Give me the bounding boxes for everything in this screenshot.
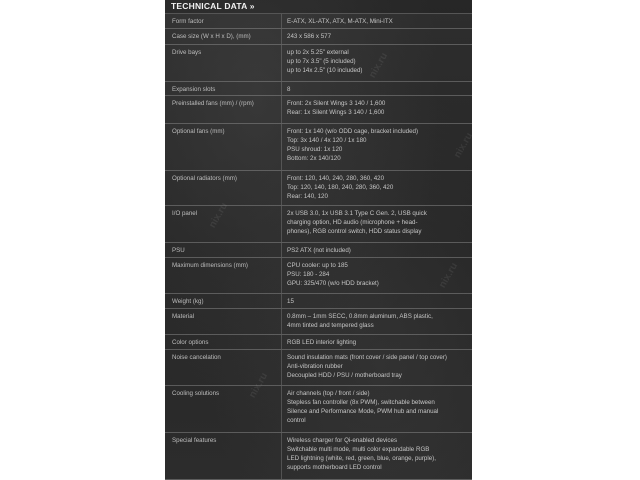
- spec-value-line: up to 2x 5.25" external: [287, 49, 349, 56]
- spec-label: I/O panel: [172, 210, 198, 217]
- spec-value-line: Front: 1x 140 (w/o ODD cage, bracket included): [287, 128, 419, 135]
- column-divider: [281, 96, 282, 123]
- column-divider: [281, 335, 282, 349]
- column-divider: [281, 14, 282, 28]
- column-divider: [281, 309, 282, 334]
- table-row: [165, 96, 472, 124]
- table-row: [165, 335, 472, 350]
- table-row: [165, 309, 472, 335]
- spec-label: Cooling solutions: [172, 390, 220, 397]
- spec-label: Weight (kg): [172, 298, 204, 305]
- spec-value-line: 8: [287, 86, 291, 93]
- spec-value-line: Top: 3x 140 / 4x 120 / 1x 180: [287, 137, 367, 144]
- spec-label: Form factor: [172, 18, 204, 25]
- table-row: [165, 171, 472, 206]
- spec-label: Material: [172, 313, 195, 320]
- column-divider: [281, 258, 282, 293]
- spec-value-line: Switchable multi mode, multi color expandable RGB: [287, 446, 430, 453]
- spec-value-line: Wireless charger for Qi-enabled devices: [287, 437, 398, 444]
- column-divider: [281, 82, 282, 95]
- spec-value: [287, 338, 469, 347]
- spec-value: [287, 260, 469, 291]
- spec-value: [287, 297, 469, 306]
- spec-value-line: 243 x 586 x 577: [287, 33, 332, 40]
- spec-value-line: 0.8mm – 1mm SECC, 0.8mm aluminum, ABS plastic,: [287, 313, 433, 320]
- spec-value: [287, 32, 469, 41]
- spec-value: [287, 174, 469, 201]
- spec-value-line: Air channels (top / front / side): [287, 390, 370, 397]
- column-divider: [281, 386, 282, 432]
- table-row: [165, 386, 472, 433]
- spec-value: [287, 48, 469, 75]
- spec-value-line: 15: [287, 298, 294, 305]
- spec-value-line: PSU shroud: 1x 120: [287, 146, 343, 153]
- spec-value-line: Stepless fan controller (8x PWM), switchable between: [287, 399, 435, 406]
- spec-value: [287, 85, 469, 94]
- spec-value-line: Front: 2x Silent Wings 3 140 / 1,600: [287, 100, 386, 107]
- column-divider: [281, 294, 282, 308]
- spec-value-line: Sound insulation mats (front cover / side panel / top cover): [287, 354, 447, 361]
- table-row: [165, 14, 472, 29]
- table-row: [165, 82, 472, 96]
- section-heading: TECHNICAL DATA »: [165, 0, 472, 14]
- column-divider: [281, 350, 282, 385]
- column-divider: [281, 45, 282, 81]
- spec-value-line: charging option, HD audio (microphone + head-: [287, 219, 418, 226]
- table-row: [165, 29, 472, 45]
- spec-value-line: phones), RGB control switch, HDD status display: [287, 228, 422, 235]
- table-row: [165, 45, 472, 82]
- spec-label: Drive bays: [172, 49, 202, 56]
- spec-label: Special features: [172, 437, 217, 444]
- watermark-text: nix.ru: [437, 260, 461, 291]
- column-divider: [281, 433, 282, 479]
- spec-value-line: up to 14x 2.5" (10 included): [287, 67, 363, 74]
- spec-value-line: RGB LED interior lighting: [287, 339, 357, 346]
- spec-value-line: Front: 120, 140, 240, 280, 360, 420: [287, 175, 385, 182]
- spec-value: [287, 209, 469, 236]
- spec-value-line: Silence and Performance Mode, PWM hub and manual: [287, 408, 439, 415]
- table-row: [165, 243, 472, 258]
- spec-label: Noise cancelation: [172, 354, 221, 361]
- spec-sheet: [165, 0, 476, 480]
- table-row: [165, 433, 472, 480]
- spec-value-line: LED lightning (white, red, green, blue, orange, purple),: [287, 455, 436, 462]
- watermark-text: nix.ru: [452, 130, 476, 161]
- column-divider: [281, 29, 282, 44]
- spec-value-line: PS2 ATX (not included): [287, 247, 351, 254]
- spec-value: [287, 436, 469, 472]
- table-row: [165, 294, 472, 309]
- spec-value-line: Bottom: 2x 140/120: [287, 155, 341, 162]
- column-divider: [281, 206, 282, 242]
- spec-value: [287, 353, 469, 380]
- spec-value-line: CPU cooler: up to 185: [287, 262, 348, 269]
- spec-value-line: supports motherboard LED control: [287, 464, 382, 471]
- spec-label: Preinstalled fans (mm) / (rpm): [172, 100, 254, 107]
- spec-label: Maximum dimensions (mm): [172, 262, 248, 269]
- spec-value-line: control: [287, 417, 306, 424]
- watermark-text: nix.ru: [367, 50, 391, 81]
- table-row: [165, 350, 472, 386]
- table-row: [165, 124, 472, 171]
- spec-value-line: Rear: 1x Silent Wings 3 140 / 1,600: [287, 109, 385, 116]
- spec-label: PSU: [172, 247, 185, 254]
- spec-label: Case size (W x H x D), (mm): [172, 33, 251, 40]
- spec-label: Optional radiators (mm): [172, 175, 237, 182]
- watermark-text: nix.ru: [207, 200, 231, 231]
- column-divider: [281, 243, 282, 257]
- spec-value: [287, 127, 469, 163]
- spec-label: Optional fans (mm): [172, 128, 225, 135]
- spec-value-line: PSU: 180 - 284: [287, 271, 330, 278]
- spec-value-line: 2x USB 3.0, 1x USB 3.1 Type C Gen. 2, USB quick: [287, 210, 427, 217]
- spec-value: [287, 17, 469, 26]
- spec-value-line: GPU: 325/470 (w/o HDD bracket): [287, 280, 379, 287]
- watermark-text: nix.ru: [247, 370, 271, 401]
- spec-value: [287, 99, 469, 117]
- spec-label: Expansion slots: [172, 86, 216, 93]
- spec-label: Color options: [172, 339, 209, 346]
- spec-value-line: Decoupled HDD / PSU / motherboard tray: [287, 372, 402, 379]
- spec-value-line: Anti-vibration rubber: [287, 363, 343, 370]
- spec-value: [287, 389, 469, 425]
- table-row: [165, 258, 472, 294]
- spec-value: [287, 312, 469, 330]
- column-divider: [281, 171, 282, 205]
- spec-value-line: E-ATX, XL-ATX, ATX, M-ATX, Mini-ITX: [287, 18, 393, 25]
- table-row: [165, 206, 472, 243]
- spec-value-line: Rear: 140, 120: [287, 193, 328, 200]
- spec-value-line: 4mm tinted and tempered glass: [287, 322, 374, 329]
- spec-value-line: Top: 120, 140, 180, 240, 280, 360, 420: [287, 184, 394, 191]
- spec-value: [287, 246, 469, 255]
- spec-value-line: up to 7x 3.5" (5 included): [287, 58, 356, 65]
- column-divider: [281, 124, 282, 170]
